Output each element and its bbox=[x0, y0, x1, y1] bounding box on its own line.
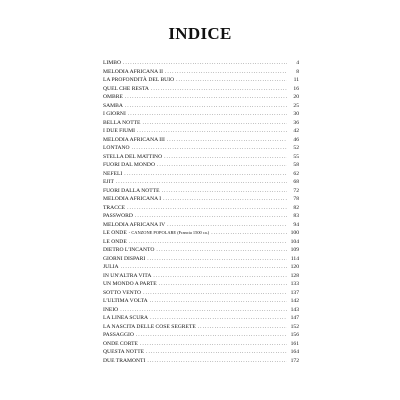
toc-entry-page-number: 78 bbox=[293, 196, 299, 202]
page-title: INDICE bbox=[168, 24, 232, 43]
toc-entry-page-number: 8 bbox=[296, 68, 299, 75]
toc-entry-page-number: 133 bbox=[290, 281, 299, 287]
toc-entry-title: LA PROFONDITÀ DEL BUIO bbox=[103, 77, 175, 83]
toc-entry-title: FUORI DALLA NOTTE bbox=[103, 187, 160, 194]
dot-leader bbox=[157, 161, 287, 170]
toc-entry-title: I DUE FIUMI bbox=[103, 128, 136, 134]
toc-entry-page-number: 42 bbox=[293, 128, 299, 134]
dot-leader bbox=[146, 348, 287, 357]
toc-entry bbox=[103, 187, 299, 196]
toc-entry-title: LA LINEA SCURA bbox=[103, 315, 149, 321]
toc-entry-title: LA NASCITA DELLE COSE SEGRETE bbox=[103, 323, 196, 330]
dot-leader bbox=[127, 204, 287, 213]
dot-leader bbox=[124, 170, 287, 179]
dot-leader bbox=[123, 59, 287, 68]
dot-leader bbox=[150, 297, 287, 306]
dot-leader bbox=[136, 331, 287, 340]
toc-entry bbox=[103, 289, 299, 298]
toc-entry bbox=[103, 204, 299, 213]
toc-entry bbox=[103, 297, 299, 306]
toc-entry-title: MELODIA AFRICANA II bbox=[103, 68, 163, 75]
toc-entry-page-number: 147 bbox=[290, 315, 299, 321]
dot-leader bbox=[143, 289, 287, 298]
toc-entry-title: PASSWORD bbox=[103, 213, 133, 219]
toc-entry-page-number: 82 bbox=[293, 204, 299, 211]
toc-entry bbox=[103, 331, 299, 340]
dot-leader bbox=[150, 314, 287, 323]
toc-entry-page-number: 156 bbox=[290, 332, 299, 338]
toc-entry-title: I GIORNI bbox=[103, 111, 126, 117]
dot-leader bbox=[147, 357, 287, 366]
dot-leader bbox=[159, 280, 287, 289]
toc-entry bbox=[103, 263, 299, 272]
toc-entry-title: ONDE CORTE bbox=[103, 340, 138, 347]
toc-entry-page-number: 11 bbox=[293, 77, 299, 83]
toc-entry-page-number: 114 bbox=[290, 255, 299, 262]
toc-entry bbox=[103, 340, 299, 349]
toc-entry-title: IN UN'ALTRA VITA bbox=[103, 272, 152, 279]
dot-leader bbox=[198, 323, 287, 332]
toc-entry-title: LIMBO bbox=[103, 60, 122, 66]
toc-entry bbox=[103, 119, 299, 128]
dot-leader bbox=[167, 136, 287, 145]
toc-entry-title: SOTTO VENTO bbox=[103, 289, 142, 296]
dot-leader bbox=[156, 246, 287, 255]
toc-entry-page-number: 100 bbox=[290, 230, 299, 236]
toc-entry bbox=[103, 246, 299, 255]
toc-entry-title: FUORI DAL MONDO bbox=[103, 162, 156, 168]
toc-entry-page-number: 104 bbox=[290, 238, 299, 245]
toc-entry-title: MELODIA AFRICANA IV bbox=[103, 221, 166, 228]
toc-entry-title: INEIO bbox=[103, 306, 119, 313]
toc-entry bbox=[103, 221, 299, 230]
toc-entry bbox=[103, 110, 299, 119]
toc-entry-page-number: 36 bbox=[293, 119, 299, 126]
toc-entry bbox=[103, 161, 299, 170]
toc-entry bbox=[103, 144, 299, 153]
toc-entry-title: QUESTA NOTTE bbox=[103, 349, 145, 355]
toc-entry-title: SAMBA bbox=[103, 102, 123, 109]
toc-entry bbox=[103, 255, 299, 264]
toc-entry bbox=[103, 85, 299, 94]
dot-leader bbox=[151, 85, 287, 94]
dot-leader bbox=[164, 153, 287, 162]
toc-entry-title: JULIA bbox=[103, 264, 119, 270]
toc-entry-title: PASSAGGIO bbox=[103, 332, 134, 338]
toc-entry bbox=[103, 195, 299, 204]
toc-entry-page-number: 16 bbox=[293, 85, 299, 92]
toc-entry bbox=[103, 178, 299, 187]
dot-leader bbox=[132, 144, 287, 153]
toc-entry bbox=[103, 212, 299, 221]
dot-leader bbox=[176, 76, 287, 85]
toc-entry-page-number: 30 bbox=[293, 111, 299, 117]
toc-entry bbox=[103, 136, 299, 145]
toc-entry-title: TRACCE bbox=[103, 204, 126, 211]
toc-entry-page-number: 94 bbox=[293, 221, 299, 228]
toc-entry-title: EJIT bbox=[103, 179, 114, 185]
toc-entry-page-number: 55 bbox=[293, 153, 299, 160]
toc-entry-title: DUE TRAMONTI bbox=[103, 357, 146, 364]
toc-entry-page-number: 109 bbox=[290, 247, 299, 253]
toc-entry-title: LONTANO bbox=[103, 145, 130, 151]
toc-entry bbox=[103, 314, 299, 323]
toc-entry bbox=[103, 153, 299, 162]
dot-leader bbox=[163, 195, 287, 204]
toc-entry-page-number: 83 bbox=[293, 213, 299, 219]
dot-leader bbox=[165, 68, 287, 77]
toc-entry-page-number: 58 bbox=[293, 162, 299, 168]
toc-entry bbox=[103, 323, 299, 332]
dot-leader bbox=[120, 306, 287, 315]
table-of-contents bbox=[103, 59, 299, 365]
toc-entry-page-number: 46 bbox=[293, 136, 299, 143]
toc-entry bbox=[103, 280, 299, 289]
toc-entry bbox=[103, 357, 299, 366]
toc-entry bbox=[103, 170, 299, 179]
toc-entry bbox=[103, 59, 299, 68]
toc-entry-page-number: 137 bbox=[290, 289, 299, 296]
toc-entry-subtitle: - CANZONE POPOLARE (Francia 1500 ca.) bbox=[128, 230, 210, 235]
toc-entry-title: UN MONDO A PARTE bbox=[103, 281, 157, 287]
toc-entry bbox=[103, 102, 299, 111]
toc-entry bbox=[103, 229, 299, 238]
toc-entry-title: OMBRE bbox=[103, 94, 123, 100]
dot-leader bbox=[153, 272, 287, 281]
toc-entry-page-number: 142 bbox=[290, 298, 299, 304]
dot-leader bbox=[121, 263, 287, 272]
toc-entry bbox=[103, 76, 299, 85]
dot-leader bbox=[140, 340, 287, 349]
toc-entry-title: L'ULTIMA VOLTA bbox=[103, 298, 148, 304]
toc-entry-page-number: 161 bbox=[290, 340, 299, 347]
toc-entry bbox=[103, 127, 299, 136]
dot-leader bbox=[162, 187, 287, 196]
toc-entry-page-number: 152 bbox=[290, 323, 299, 330]
toc-entry-page-number: 164 bbox=[290, 349, 299, 355]
toc-entry-page-number: 4 bbox=[296, 60, 299, 66]
toc-entry bbox=[103, 68, 299, 77]
toc-entry-page-number: 72 bbox=[293, 187, 299, 194]
toc-entry-title: MELODIA AFRICANA I bbox=[103, 196, 162, 202]
toc-entry-page-number: 20 bbox=[293, 94, 299, 100]
toc-entry-page-number: 128 bbox=[290, 272, 299, 279]
toc-entry bbox=[103, 238, 299, 247]
toc-entry-title: MELODIA AFRICANA III bbox=[103, 136, 165, 143]
toc-entry-title: QUEL CHE RESTA bbox=[103, 85, 149, 92]
toc-entry-title: GIORNI DISPARI bbox=[103, 255, 146, 262]
toc-entry-page-number: 172 bbox=[290, 357, 299, 364]
toc-entry-page-number: 68 bbox=[293, 179, 299, 185]
dot-leader bbox=[129, 238, 287, 247]
toc-entry-page-number: 62 bbox=[293, 170, 299, 177]
dot-leader bbox=[125, 93, 287, 102]
toc-entry-title: BELLA NOTTE bbox=[103, 119, 141, 126]
toc-entry bbox=[103, 306, 299, 315]
dot-leader bbox=[137, 127, 287, 136]
dot-leader bbox=[125, 102, 287, 111]
toc-entry-title: NEFELI bbox=[103, 170, 123, 177]
toc-entry-title: DIETRO L'INCANTO bbox=[103, 247, 155, 253]
toc-entry-page-number: 52 bbox=[293, 145, 299, 151]
toc-entry bbox=[103, 348, 299, 357]
toc-entry bbox=[103, 272, 299, 281]
dot-leader bbox=[128, 110, 287, 119]
dot-leader bbox=[167, 221, 287, 230]
toc-entry-title: LE ONDE bbox=[103, 238, 127, 245]
toc-entry-title: LE ONDE bbox=[103, 230, 127, 236]
dot-leader bbox=[142, 119, 287, 128]
toc-entry-page-number: 120 bbox=[290, 264, 299, 270]
dot-leader bbox=[135, 212, 287, 221]
toc-entry-page-number: 143 bbox=[290, 306, 299, 313]
toc-entry-title: STELLA DEL MATTINO bbox=[103, 153, 163, 160]
dot-leader bbox=[116, 178, 287, 187]
dot-leader bbox=[211, 229, 287, 238]
toc-entry bbox=[103, 93, 299, 102]
dot-leader bbox=[147, 255, 287, 264]
toc-entry-page-number: 25 bbox=[293, 102, 299, 109]
